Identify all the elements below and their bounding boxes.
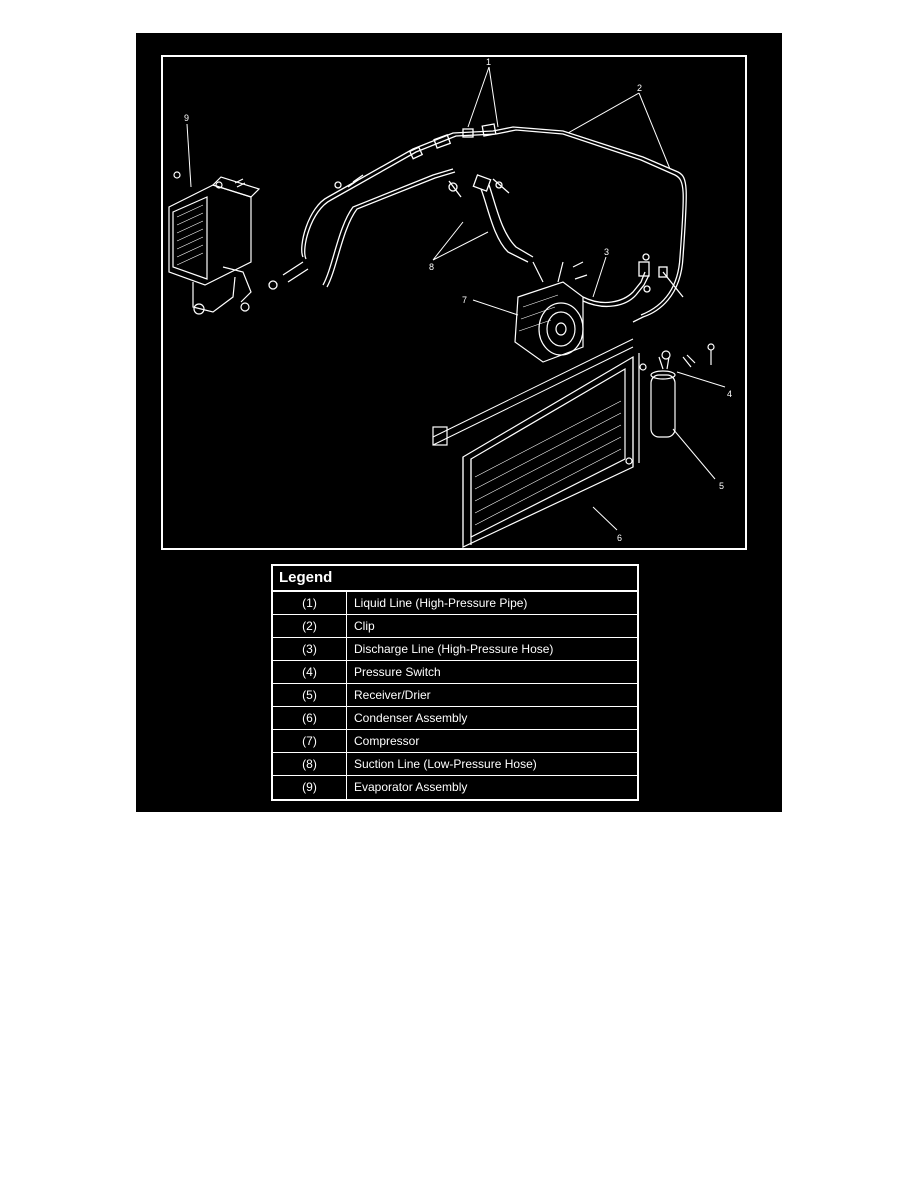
legend-row — [273, 615, 637, 638]
evaporator-assembly — [169, 172, 259, 314]
callout-7: 7 — [462, 295, 468, 305]
diagram-frame — [161, 55, 747, 550]
legend-number: (5) — [273, 684, 347, 706]
callout-1: 1 — [486, 57, 492, 67]
legend-description: Compressor — [354, 734, 420, 748]
compressor — [515, 262, 587, 362]
legend-number: (6) — [273, 707, 347, 729]
receiver-drier — [651, 344, 714, 437]
callout-8: 8 — [429, 262, 435, 272]
callout-4: 4 — [727, 389, 733, 399]
legend-description: Evaporator Assembly — [354, 780, 468, 794]
legend-number: (3) — [273, 638, 347, 660]
diagram-panel — [136, 33, 782, 812]
legend-number: (9) — [273, 776, 347, 799]
legend-description: Condenser Assembly — [354, 711, 468, 725]
legend-table — [271, 564, 639, 801]
legend-row — [273, 753, 637, 776]
legend-number: (2) — [273, 615, 347, 637]
callout-numbers — [184, 57, 732, 543]
callout-6: 6 — [617, 533, 623, 543]
callout-9: 9 — [184, 113, 190, 123]
legend-description: Clip — [354, 619, 375, 633]
callout-3: 3 — [604, 247, 610, 257]
ac-system-illustration — [163, 57, 745, 548]
legend-row — [273, 776, 637, 799]
legend-number: (8) — [273, 753, 347, 775]
legend-description: Suction Line (Low-Pressure Hose) — [354, 757, 537, 771]
legend-row — [273, 592, 637, 615]
legend-row — [273, 638, 637, 661]
legend-description: Receiver/Drier — [354, 688, 431, 702]
legend-number: (4) — [273, 661, 347, 683]
legend-title: Legend — [273, 566, 637, 592]
legend-row — [273, 707, 637, 730]
callout-5: 5 — [719, 481, 725, 491]
legend-row — [273, 684, 637, 707]
legend-description: Pressure Switch — [354, 665, 441, 679]
legend-number: (7) — [273, 730, 347, 752]
callout-2: 2 — [637, 83, 643, 93]
legend-description: Discharge Line (High-Pressure Hose) — [354, 642, 554, 656]
liquid-line — [269, 124, 686, 322]
condenser-assembly — [433, 339, 646, 547]
legend-row — [273, 661, 637, 684]
legend-row — [273, 730, 637, 753]
legend-number: (1) — [273, 592, 347, 614]
legend-description: Liquid Line (High-Pressure Pipe) — [354, 596, 528, 610]
